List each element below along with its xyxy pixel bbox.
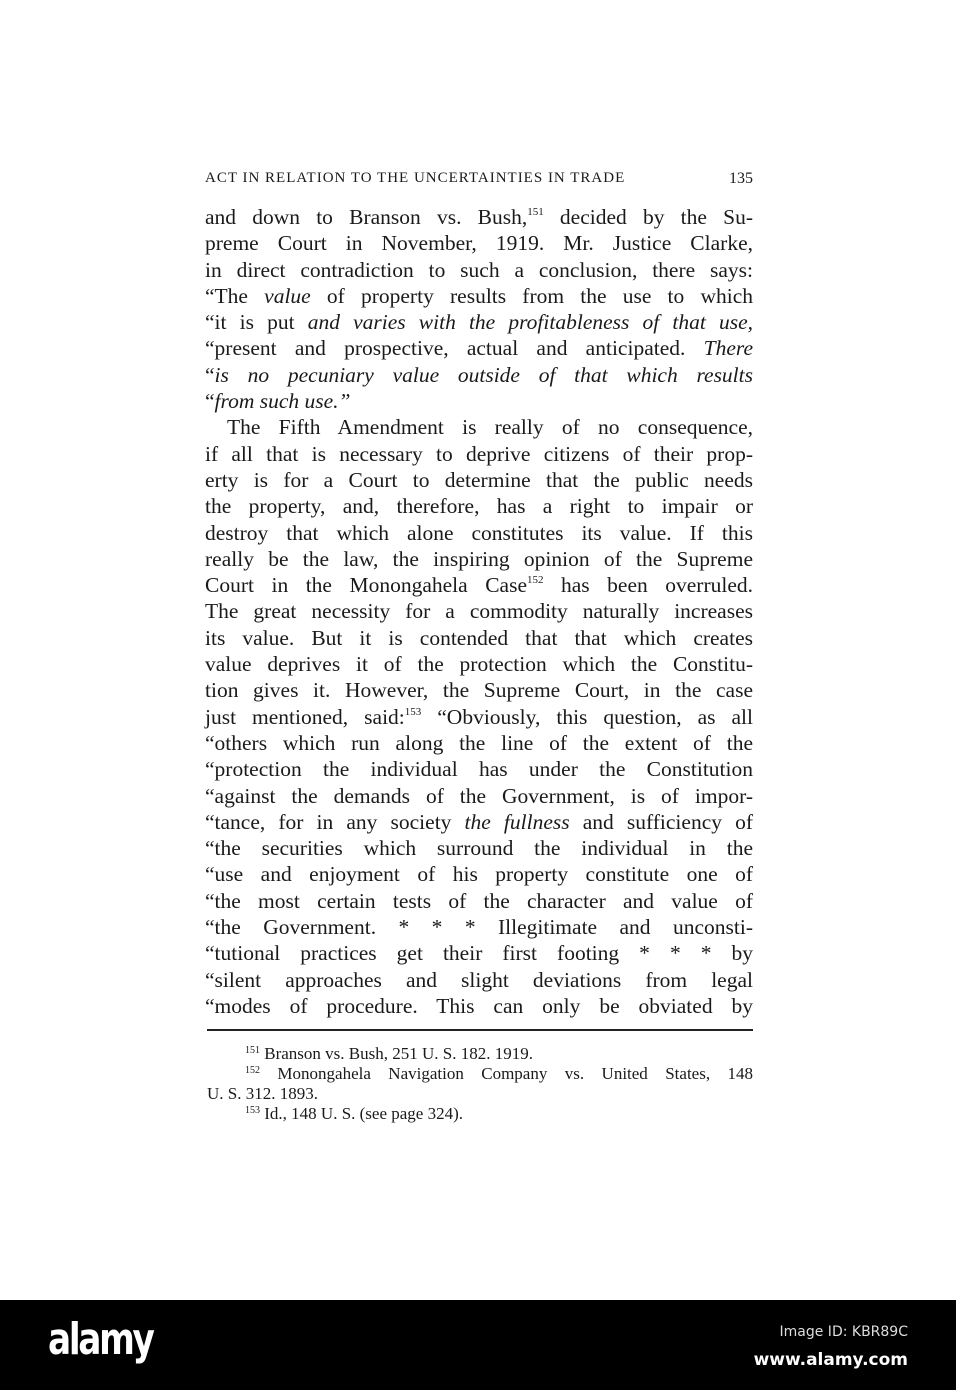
text-segment: “present and prospective, actual and anticipated. <box>205 336 704 361</box>
text-line <box>205 335 753 361</box>
text-segment: of property results from the use to which <box>310 283 753 308</box>
text-line <box>205 730 753 756</box>
text-line <box>205 520 753 546</box>
footnote-divider <box>207 1029 753 1031</box>
text-line <box>205 388 753 414</box>
text-segment: preme Court in November, 1919. Mr. Justice Clarke, <box>205 231 753 256</box>
footnote-reference: 152 <box>526 574 544 587</box>
text-segment: “tance, for in any society <box>205 809 465 834</box>
running-header <box>205 170 753 192</box>
text-line <box>205 467 753 493</box>
text-segment: The great necessity for a commodity naturally increases <box>205 599 753 624</box>
image-id: Image ID: KBR89C <box>779 1324 908 1340</box>
text-segment: “silent approaches and slight deviations from legal <box>205 967 753 992</box>
text-line <box>205 783 753 809</box>
footnote-reference: 151 <box>527 206 544 218</box>
text-line <box>205 441 753 467</box>
text-line <box>205 414 753 440</box>
text-line <box>205 967 753 993</box>
footnote-number: 151 <box>245 1045 260 1056</box>
text-line <box>205 756 753 782</box>
text-line <box>205 677 753 703</box>
text-segment: “protection the individual has under the Constitution <box>205 757 753 782</box>
text-segment: “Obviously, this question, as all <box>421 704 753 729</box>
text-segment: “the most certain tests of the character and value of <box>205 888 753 913</box>
text-segment: erty is for a Court to determine that the public needs <box>205 467 753 492</box>
footnote <box>207 1044 753 1064</box>
text-line <box>205 493 753 519</box>
text-line <box>205 861 753 887</box>
text-segment: “modes of procedure. This can only be obviated by <box>205 993 753 1018</box>
text-segment: really be the law, the inspiring opinion of the Supreme <box>205 546 753 571</box>
text-line <box>205 940 753 966</box>
footnote-reference: 153 <box>404 705 422 718</box>
text-segment: just mentioned, said: <box>205 704 405 729</box>
running-title: ACT IN RELATION TO THE UNCERTAINTIES IN TRADE <box>205 170 626 186</box>
text-segment: The Fifth Amendment is really of no consequence, <box>227 415 753 440</box>
text-line <box>205 888 753 914</box>
text-line <box>205 993 753 1019</box>
text-line <box>205 704 753 730</box>
footnote <box>207 1104 753 1124</box>
text-line <box>205 835 753 861</box>
text-segment: decided by the Su- <box>543 205 753 229</box>
text-segment: “against the demands of the Government, is of impor- <box>205 783 753 808</box>
text-line <box>205 914 753 940</box>
text-line <box>205 625 753 651</box>
text-line <box>205 809 753 835</box>
text-segment: Court in the Monongahela Case <box>205 573 527 598</box>
watermark-bar <box>0 1300 956 1390</box>
footnote <box>207 1064 753 1084</box>
text-line <box>205 283 753 309</box>
footnotes <box>207 1044 753 1124</box>
footnote-text: Branson vs. Bush, 251 U. S. 182. 1919. <box>260 1044 533 1063</box>
footnote-number: 152 <box>245 1065 260 1076</box>
text-line <box>205 572 753 598</box>
text-segment: “the Government. * * * Illegitimate and unconsti- <box>205 915 753 940</box>
text-line <box>205 651 753 677</box>
text-segment: if all that is necessary to deprive citizens of their prop- <box>205 441 753 466</box>
text-segment: “The <box>205 283 265 308</box>
footnote-text: Monongahela Navigation Company vs. United States, 148 <box>260 1064 753 1083</box>
text-line <box>205 546 753 572</box>
italic-text: value <box>264 283 311 308</box>
italic-text: from such use.” <box>214 389 351 414</box>
text-segment: its value. But it is contended that that which creates <box>205 625 753 650</box>
text-segment: value deprives it of the protection which the Constitu- <box>205 652 753 677</box>
text-segment: the property, and, therefore, has a right to impair or <box>205 494 753 519</box>
footnote-continuation: U. S. 312. 1893. <box>207 1084 318 1103</box>
text-segment: “others which run along the line of the extent of the <box>205 730 753 755</box>
text-line <box>205 204 753 230</box>
page-number: 135 <box>729 170 753 187</box>
alamy-logo: alamy <box>48 1314 153 1365</box>
italic-text: and varies with the profitableness of that use, <box>307 310 753 335</box>
footnote-text: Id., 148 U. S. (see page 324). <box>260 1104 464 1123</box>
text-segment: in direct contradiction to such a conclusion, there says: <box>205 257 753 282</box>
text-segment: “ <box>205 389 215 414</box>
text-segment: “it is put <box>205 310 308 335</box>
text-segment: “use and enjoyment of his property constitute one of <box>205 862 753 887</box>
text-line <box>205 309 753 335</box>
watermark-url: www.alamy.com <box>753 1350 908 1370</box>
text-line <box>205 598 753 624</box>
text-segment: has been overruled. <box>543 573 753 598</box>
text-segment: and sufficiency of <box>569 809 753 834</box>
text-line <box>205 362 753 388</box>
italic-text: is no pecuniary value outside of that which results <box>214 362 753 387</box>
italic-text: the fullness <box>464 809 570 834</box>
footnote-number: 153 <box>245 1105 260 1116</box>
text-segment: destroy that which alone constitutes its value. If this <box>205 520 753 545</box>
text-segment: tion gives it. However, the Supreme Court, in the case <box>205 678 753 703</box>
italic-text: There <box>703 336 753 361</box>
text-segment: “tutional practices get their first footing * * * by <box>205 941 753 966</box>
text-segment: and down to Branson vs. Bush, <box>205 205 528 229</box>
body-text <box>205 204 753 1019</box>
text-line <box>205 230 753 256</box>
text-segment: “ <box>205 362 215 387</box>
text-segment: “the securities which surround the individual in the <box>205 836 753 861</box>
text-line <box>205 257 753 283</box>
